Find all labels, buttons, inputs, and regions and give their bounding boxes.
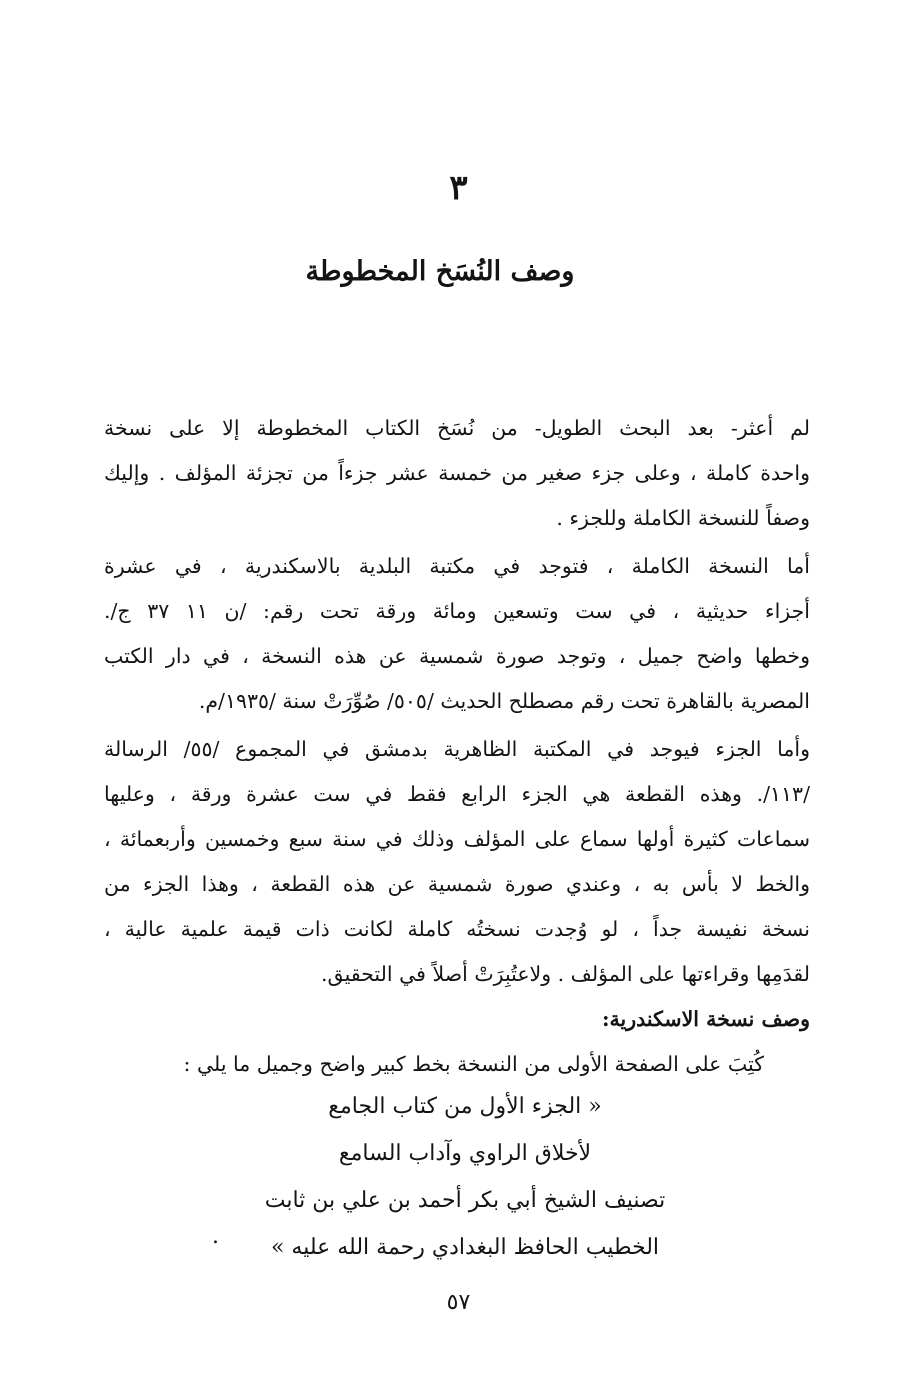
quote-line: لأخلاق الراوي وآداب السامع [338,1141,592,1166]
paragraph-partial-copy [104,727,810,997]
section-intro-line: كُتِبَ على الصفحة الأولى من النسخة بخط كبير واضح وجميل ما يلي : [183,1052,764,1076]
text-line: المصرية بالقاهرة تحت رقم مصطلح الحديث /٥٠٥/ صُوِّرَتْ سنة /١٩٣٥/م. [198,689,810,713]
text-line: وصفاً للنسخة الكاملة وللجزء . [556,506,810,530]
text-line: أما النسخة الكاملة ، فتوجد في مكتبة البلدية بالاسكندرية ، في عشرة [104,554,810,578]
text-line: وخطها واضح جميل ، وتوجد صورة شمسية عن هذه النسخة ، في دار الكتب [104,644,810,668]
quote-line: تصنيف الشيخ أبي بكر أحمد بن علي بن ثابت [264,1188,666,1213]
paragraph-intro [104,406,810,541]
manuscript-title-quote [210,1083,720,1271]
quote-line: الخطيب الحافظ البغدادي رحمة الله عليه » [270,1235,660,1260]
text-line: /١١٣/. وهذه القطعة هي الجزء الرابع فقط في ست عشرة ورقة ، وعليها [104,782,810,806]
quote-line: « الجزء الأول من كتاب الجامع [328,1094,602,1119]
text-line: لم أعثر- بعد البحث الطويل- من نُسَخ الكتاب المخطوطة إلا على نسخة [104,416,810,440]
quote-end-mark: . [212,1224,219,1249]
chapter-title: وصف النُسَخ المخطوطة [305,256,575,287]
text-line: والخط لا بأس به ، وعندي صورة شمسية عن هذه القطعة ، وهذا الجزء من [104,872,810,896]
text-line: أجزاء حديثية ، في ست وتسعين ومائة ورقة تحت رقم: /ن ١١ ٣٧ ج/. [104,599,810,623]
text-line: لقدَمِها وقراءتها على المؤلف . ولاعتُبِرَتْ أصلاً في التحقيق. [321,962,810,986]
page-number: ٥٧ [446,1290,471,1315]
text-line: سماعات كثيرة أولها سماع على المؤلف وذلك في سنة سبع وخمسين وأربعمائة ، [104,827,810,851]
text-line: وأما الجزء فيوجد في المكتبة الظاهرية بدمشق في المجموع /٥٥/ الرسالة [104,737,810,761]
text-line: واحدة كاملة ، وعلى جزء صغير من خمسة عشر جزءاً من تجزئة المؤلف . وإليك [104,461,810,485]
paragraph-complete-copy [104,544,810,724]
body-text [104,406,810,1087]
text-line: نسخة نفيسة جداً ، لو وُجدت نسختُه كاملة لكانت ذات قيمة علمية عالية ، [104,917,810,941]
section-subheading: وصف نسخة الاسكندرية: [601,1007,810,1031]
chapter-number: ٣ [449,168,468,208]
